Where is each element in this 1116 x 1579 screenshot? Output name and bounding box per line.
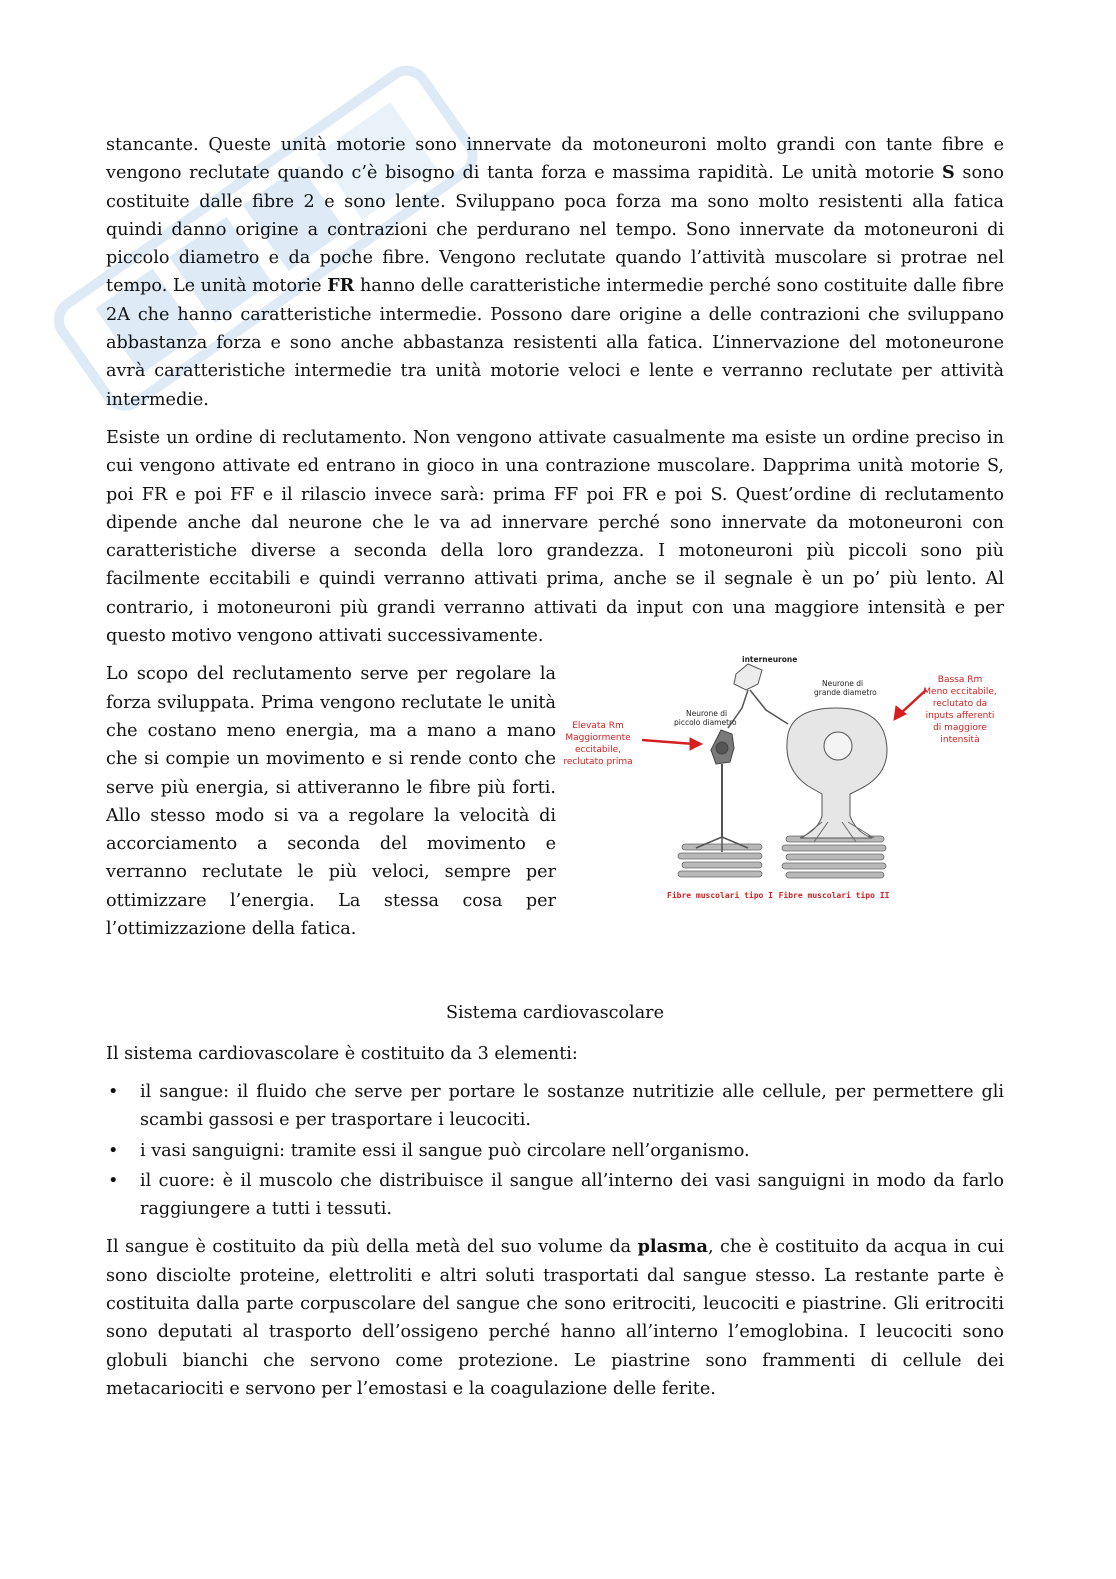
label-fibre-type-1: Fibre muscolari tipo I xyxy=(667,891,773,901)
right-annotation-6: intensità xyxy=(940,735,980,746)
label-large-neuron-1: Neurone di xyxy=(822,679,864,689)
label-small-neuron-2: piccolo diametro xyxy=(674,718,737,728)
right-annotation-4: inputs afferenti xyxy=(925,711,995,722)
interneuron-shape xyxy=(728,664,788,728)
document-page xyxy=(106,131,1004,1413)
paragraph-cardiovascular-intro: Il sistema cardiovascolare è costituito da 3 elementi: xyxy=(106,1043,578,1064)
large-neuron-shape xyxy=(787,708,887,842)
motoneuron-figure xyxy=(556,652,1004,914)
motoneuron-diagram xyxy=(556,652,1004,914)
label-fibre-type-2: Fibre muscolari tipo II xyxy=(778,891,890,901)
left-annotation-3: eccitabile, xyxy=(574,745,622,756)
label-large-neuron-2: grande diametro xyxy=(814,688,877,698)
right-annotation-5: di maggiore xyxy=(933,723,987,734)
paragraph-recruitment-purpose: Lo scopo del reclutamento serve per regolare la forza sviluppata. Prima vengono reclutate le unità che costano meno energia, ma a mano a mano che si compie un movimento e si rende conto che serve più energia, si attiveranno le fibre più forti. Allo stesso modo si va a regolare la velocità di accorciamento a seconda del movimento e verranno reclutate le più veloci, sempre per ottimizzare l’energia. La stessa cosa per l’ottimizzazione della fatica. xyxy=(106,664,556,940)
list-item: • il cuore: è il muscolo che distribuisce il sangue all’interno dei vasi sanguigni in modo da farlo raggiungere a tutti i tessuti. xyxy=(106,1167,1004,1224)
section-heading: Sistema cardiovascolare xyxy=(445,1003,665,1024)
fibre-bundle-type-1 xyxy=(678,844,762,877)
small-neuron-shape xyxy=(696,730,748,852)
list-item: • i vasi sanguigni: tramite essi il sangue può circolare nell’organismo. xyxy=(106,1137,1004,1165)
label-interneurone: interneurone xyxy=(742,655,798,665)
left-annotation-2: Maggiormente xyxy=(565,733,631,744)
recruitment-section xyxy=(106,655,1004,943)
paragraph-blood: Il sangue è costituito da più della metà del suo volume da plasma, che è costituito da acqua in cui sono disciolte proteine, elettroliti e altri soluti trasportati dal sangue stesso. La restante parte è costituita dalla parte corpuscolare del sangue che sono eritrociti, leucociti e piastrine. Gli eritrociti sono deputati al trasporto dell’ossigeno perché hanno all’interno l’emoglobina. I leucociti sono globuli bianchi che servono come protezione. Le piastrine sono frammenti di cellule dei metacariociti e servono per l’emostasi e la coagulazione delle ferite. xyxy=(106,1236,1005,1399)
label-small-neuron-1: Neurone di xyxy=(686,709,728,719)
left-annotation-1: Elevata Rm xyxy=(572,721,624,732)
fibre-bundle-type-2 xyxy=(782,836,886,878)
right-annotation-2: Meno eccitabile, xyxy=(923,687,997,698)
cardiovascular-elements-list xyxy=(106,1078,1004,1223)
paragraph-motor-units: stancante. Queste unità motorie sono innervate da motoneuroni molto grandi con tante fibre e vengono reclutate quando c’è bisogno di tanta forza e massima rapidità. Le unità motorie S sono costituite dalle fibre 2 e sono lente. Sviluppano poca forza ma sono molto resistenti alla fatica quindi danno origine a contrazioni che perdurano nel tempo. Sono innervate da motoneuroni di piccolo diametro e da poche fibre. Vengono reclutate quando l’attività muscolare si protrae nel tempo. Le unità motorie FR hanno delle caratteristiche intermedie perché sono costituite dalle fibre 2A che hanno caratteristiche intermedie. Possono dare origine a delle contrazioni che sviluppano abbastanza forza e sono anche abbastanza resistenti alla fatica. L’innervazione del motoneurone avrà caratteristiche intermedie tra unità motorie veloci e lente e verranno reclutate per attività intermedie. xyxy=(106,135,1004,410)
left-annotation-4: reclutato prima xyxy=(563,757,633,768)
right-annotation-1: Bassa Rm xyxy=(937,675,983,686)
right-annotation-3: reclutato da xyxy=(932,699,988,710)
list-item: • il sangue: il fluido che serve per portare le sostanze nutritizie alle cellule, per permettere gli scambi gassosi e per trasportare i leucociti. xyxy=(106,1078,1004,1135)
paragraph-recruitment-order: Esiste un ordine di reclutamento. Non vengono attivate casualmente ma esiste un ordine preciso in cui vengono attivate ed entrano in gioco in una contrazione muscolare. Dapprima unità motorie S, poi FR e poi FF e il rilascio invece sarà: prima FF poi FR e poi S. Quest’ordine di reclutamento dipende anche dal neurone che le va ad innervare perché sono innervate da motoneuroni con caratteristiche diverse a seconda della loro grandezza. I motoneuroni più piccoli sono più facilmente eccitabili e quindi verranno attivati prima, anche se il segnale è un po’ più lento. Al contrario, i motoneuroni più grandi verranno attivati da input con una maggiore intensità e per questo motivo vengono attivati successivamente. xyxy=(106,427,1004,647)
